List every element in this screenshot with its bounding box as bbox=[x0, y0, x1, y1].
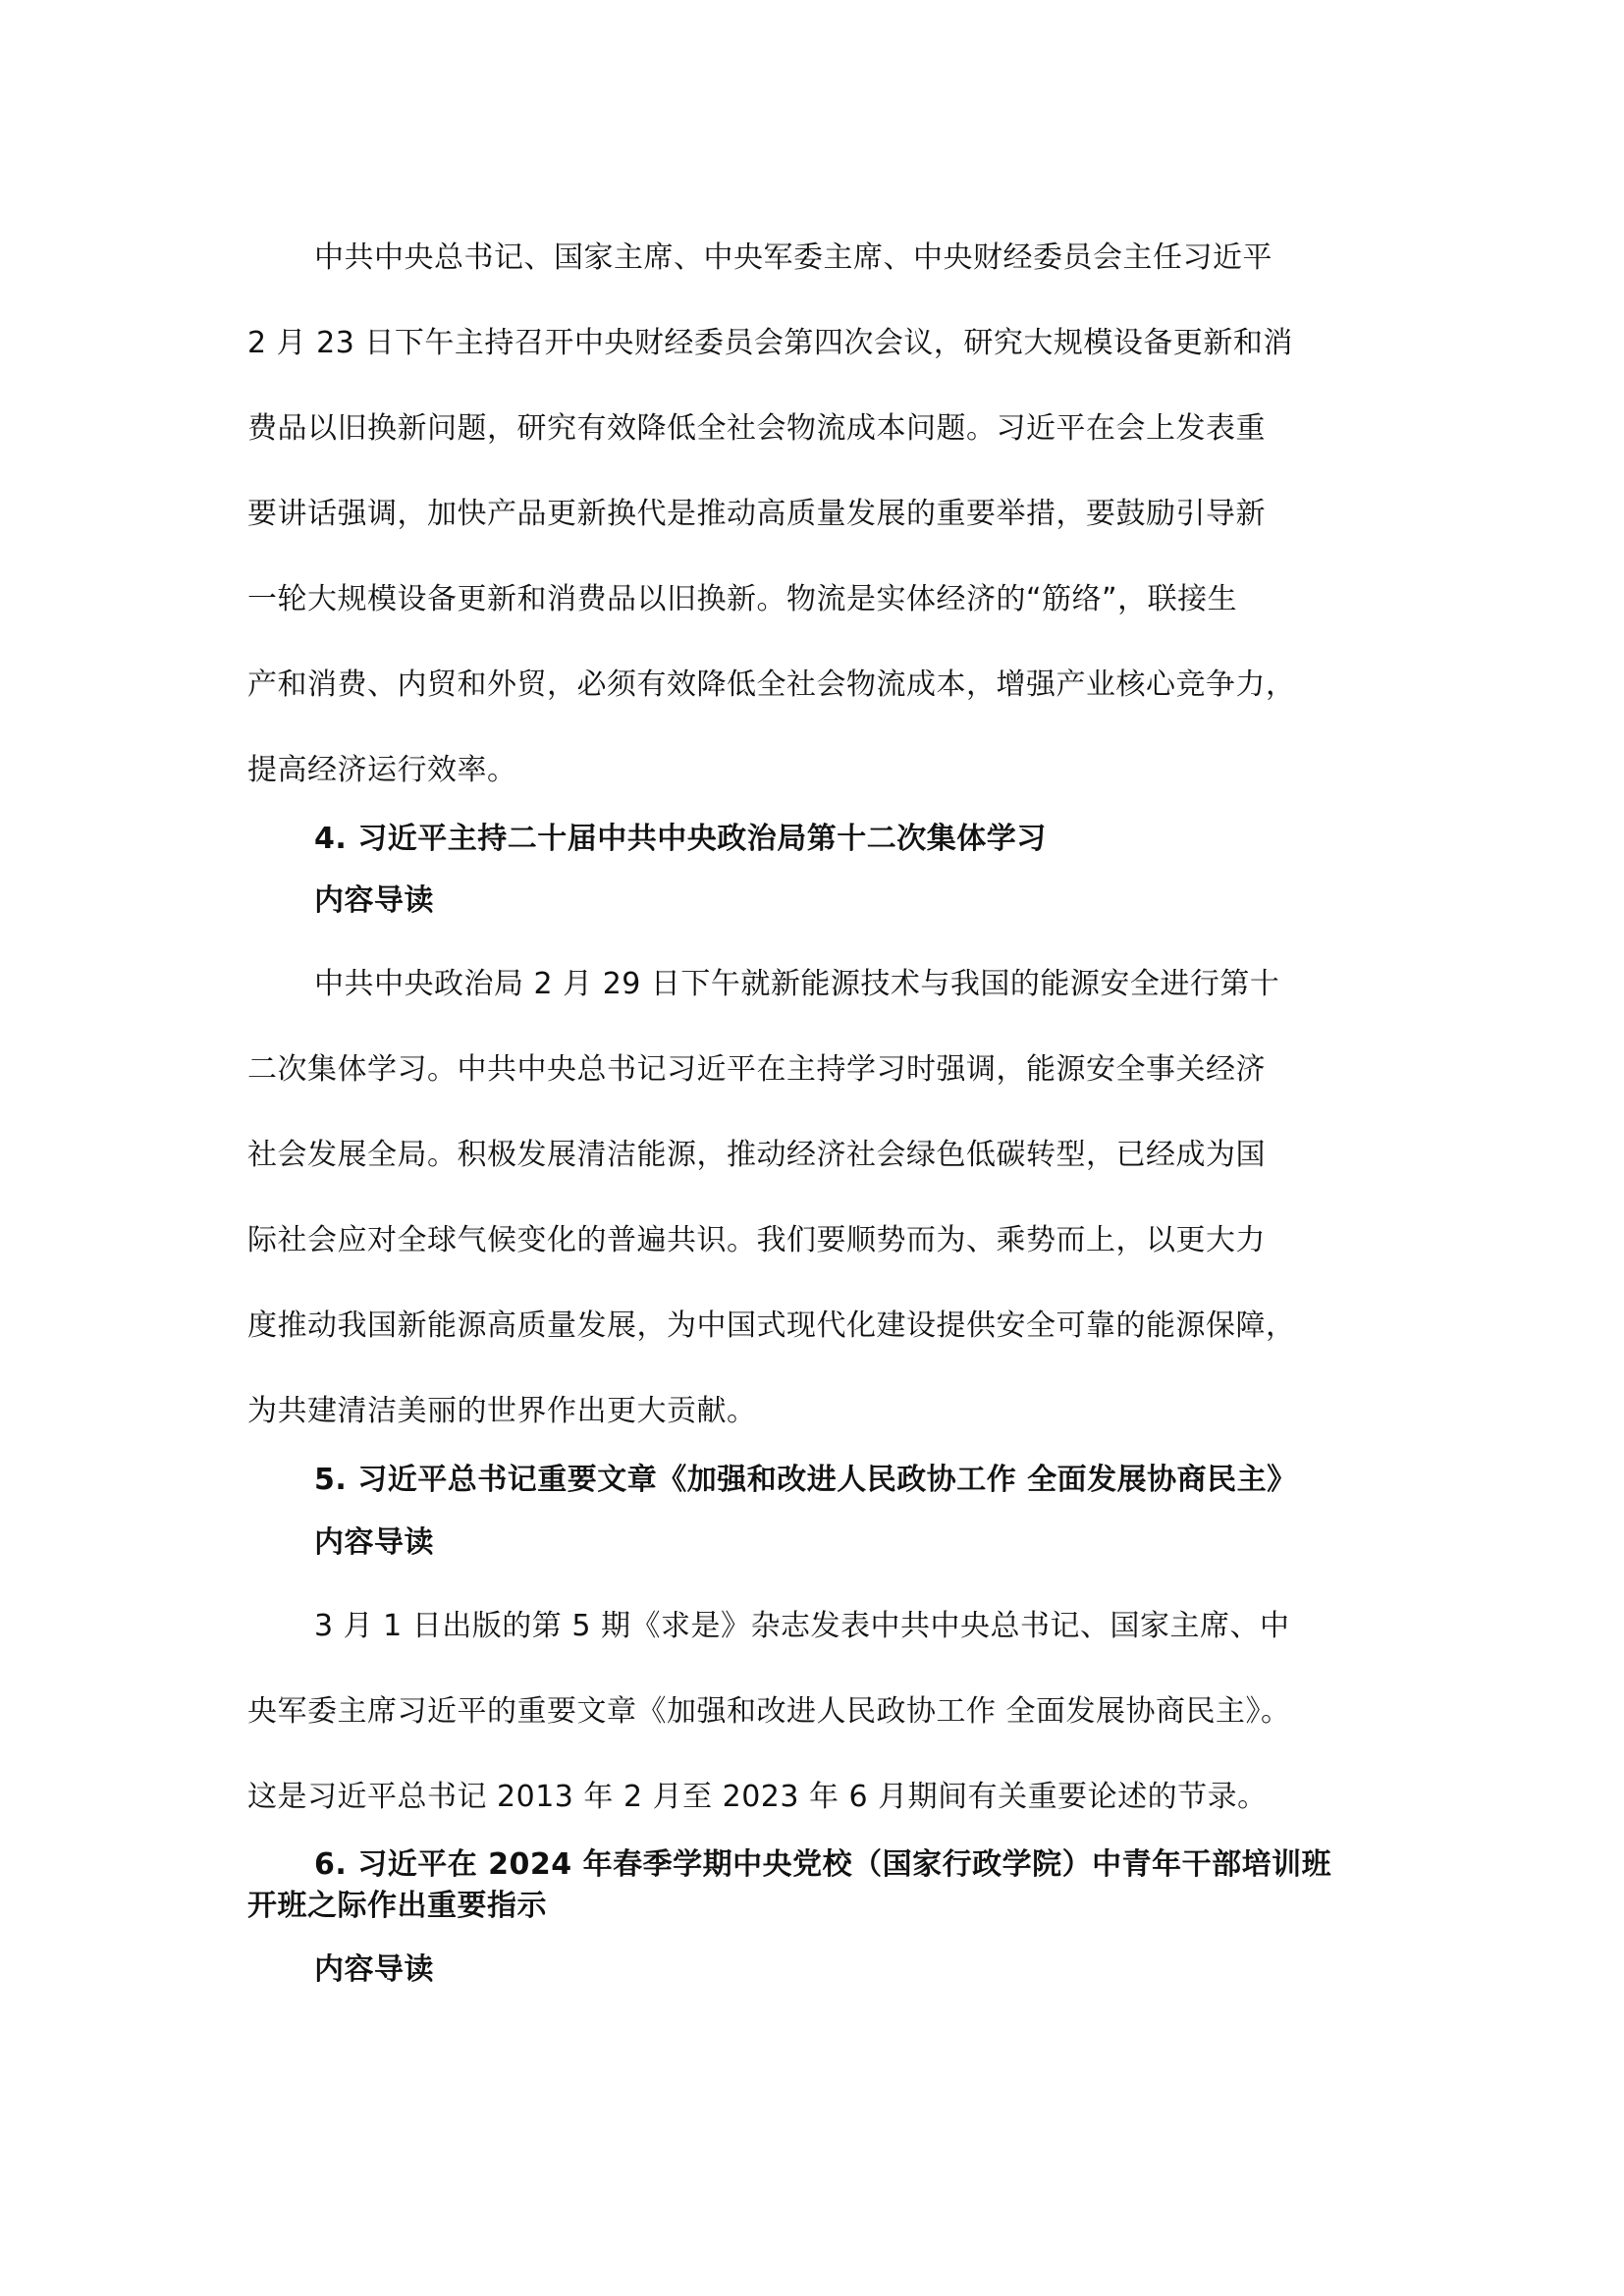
paragraph-line: 二次集体学习。中共中央总书记习近平在主持学习时强调，能源安全事关经济 bbox=[247, 1052, 1266, 1087]
paragraph-line: 央军委主席习近平的重要文章《加强和改进人民政协工作 全面发展协商民主》。 bbox=[247, 1694, 1291, 1729]
paragraph-line: 2 月 23 日下午主持召开中央财经委员会第四次会议，研究大规模设备更新和消 bbox=[247, 326, 1293, 360]
section-heading-6: 6. 习近平在 2024 年春季学期中央党校（国家行政学院）中青年干部培训班 bbox=[314, 1847, 1332, 1882]
paragraph-line: 中共中央总书记、国家主席、中央军委主席、中央财经委员会主任习近平 bbox=[314, 240, 1272, 275]
paragraph-line: 社会发展全局。积极发展清洁能源，推动经济社会绿色低碳转型，已经成为国 bbox=[247, 1138, 1266, 1172]
paragraph-line: 这是习近平总书记 2013 年 2 月至 2023 年 6 月期间有关重要论述的节录。 bbox=[247, 1780, 1268, 1814]
section-heading-4: 4. 习近平主持二十届中共中央政治局第十二次集体学习 bbox=[314, 822, 1047, 856]
paragraph-line: 产和消费、内贸和外贸，必须有效降低全社会物流成本，增强产业核心竞争力， bbox=[247, 667, 1296, 702]
section-subheading: 内容导读 bbox=[314, 1952, 434, 1987]
section-subheading: 内容导读 bbox=[314, 883, 434, 918]
paragraph-line: 度推动我国新能源高质量发展，为中国式现代化建设提供安全可靠的能源保障， bbox=[247, 1308, 1296, 1343]
paragraph-line: 3 月 1 日出版的第 5 期《求是》杂志发表中共中央总书记、国家主席、中 bbox=[314, 1609, 1290, 1643]
paragraph-line: 费品以旧换新问题，研究有效降低全社会物流成本问题。习近平在会上发表重 bbox=[247, 411, 1266, 446]
paragraph-line: 一轮大规模设备更新和消费品以旧换新。物流是实体经济的“筋络”，联接生 bbox=[247, 582, 1238, 616]
section-heading-6-cont: 开班之际作出重要指示 bbox=[247, 1889, 547, 1923]
section-subheading: 内容导读 bbox=[314, 1525, 434, 1560]
paragraph-line: 中共中央政治局 2 月 29 日下午就新能源技术与我国的能源安全进行第十 bbox=[314, 967, 1280, 1001]
paragraph-line: 提高经济运行效率。 bbox=[247, 753, 517, 787]
section-heading-5: 5. 习近平总书记重要文章《加强和改进人民政协工作 全面发展协商民主》 bbox=[314, 1463, 1297, 1497]
paragraph-line: 为共建清洁美丽的世界作出更大贡献。 bbox=[247, 1394, 757, 1428]
paragraph-line: 要讲话强调，加快产品更新换代是推动高质量发展的重要举措，要鼓励引导新 bbox=[247, 497, 1266, 531]
paragraph-line: 际社会应对全球气候变化的普遍共识。我们要顺势而为、乘势而上，以更大力 bbox=[247, 1223, 1266, 1257]
